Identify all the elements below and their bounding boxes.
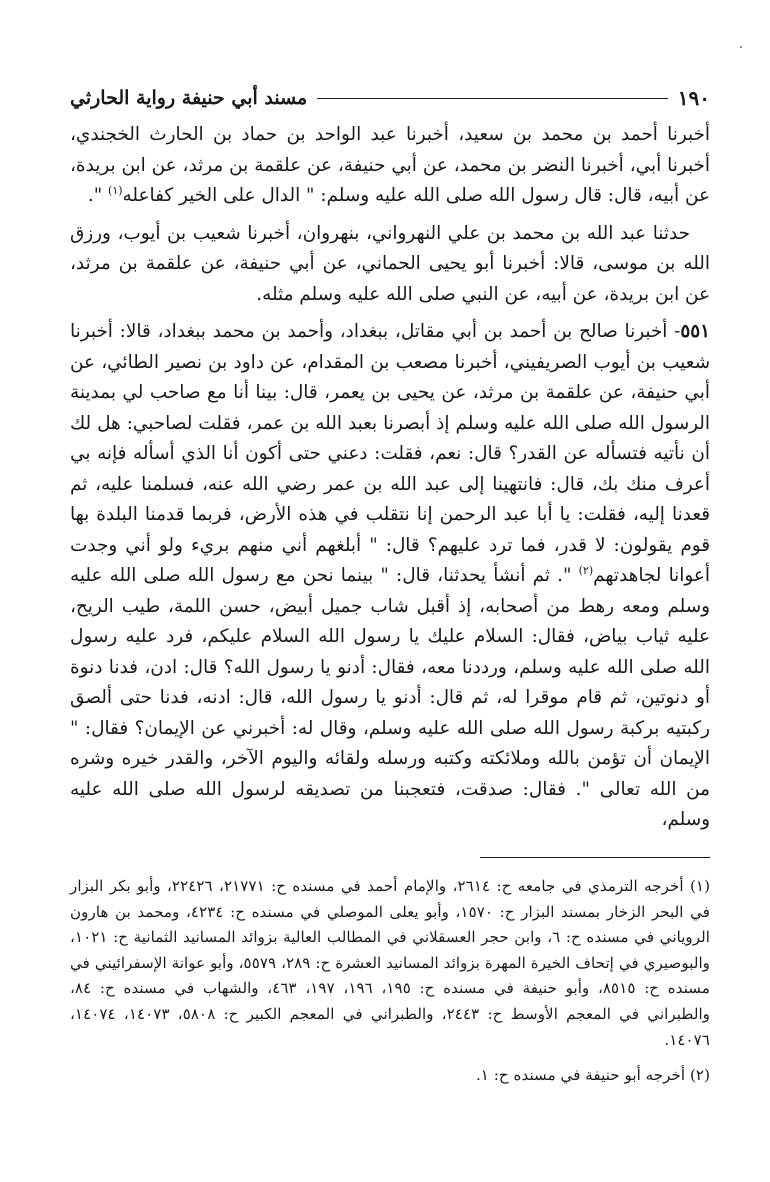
hadith-number: ٥٥١ <box>680 321 710 342</box>
paragraph-2: حدثنا عبد الله بن محمد بن علي النهرواني، بنهروان، أخبرنا شعيب بن أيوب، ورزق الله بن موسى، قالا: أخبرنا أبو يحيى الحماني، عن أبي حنيفة، عن علقمة بن مرثد، عن ابن بريدة، عن أبيه، عن النبي صلى الله عليه وسلم مثله. <box>70 222 710 305</box>
footnote-1: (١) أخرجه الترمذي في جامعه ح: ٢٦١٤، والإمام أحمد في مسنده ح: ٢١٧٧١، ٢٢٤٢٦، وأبو بكر البزار في البحر الزخار بمسند البزار ح: ١٥٧٠، وأبو يعلى الموصلي في مسنده ح: ٤٢٣٤، ومحمد بن هارون الروياني في مسنده ح: ٦، وابن حجر العسقلاني في المطالب العالية بزوائد المسانيد الثمانية ح: ١٠٢١، والبوصيري في إتحاف الخيرة المهرة بزوائد المسانيد العشرة ح: ٢٨٩، ٥٥٧٩، وأبو عوانة الإسفرائيني في مسنده ح: ٨٥١٥، وأبو حنيفة في مسنده ح: ١٩٥، ١٩٦، ١٩٧، ٤٦٣، والشهاب في مسنده ح: ٨٤، والطبراني في المعجم الأوسط ح: ٢٤٤٣، والطبراني في المعجم الكبير ح: ٥٨٠٨، ١٤٠٧٣، ١٤٠٧٤، ١٤٠٧٦. <box>70 877 711 1049</box>
book-page <box>70 78 711 1085</box>
header-rule <box>317 98 668 99</box>
footnote-2: (٢) أخرجه أبو حنيفة في مسنده ح: ١. <box>475 1066 710 1085</box>
footnote-ref-2[interactable]: (٢) <box>578 563 594 577</box>
running-header <box>70 78 710 118</box>
page-number: ١٩٠ <box>677 86 710 110</box>
scan-mark <box>740 46 742 48</box>
main-text <box>70 120 710 836</box>
footnotes <box>70 874 710 1089</box>
hadith-551: ٥٥١- أخبرنا صالح بن أحمد بن أبي مقاتل، ببغداد، وأحمد بن محمد ببغداد، قالا: أخبرنا شعيب بن أيوب الصريفيني، أخبرنا مصعب بن المقدام، عن داود بن نصير الطائي، عن أبي حنيفة، عن علقمة بن مرثد، عن يحيى بن يعمر، قال: بينا أنا مع صاحب لي بمدينة الرسول الله صلى الله عليه وسلم إذ أبصرنا بعبد الله بن عمر، فقلت لصاحبي: هل لك أن نأتيه فتسأله عن القدر؟ قال: نعم، فقلت: دعني حتى أكون أنا الذي أسأله فإنه بي أعرف منك بك، قال: فانتهينا إلى عبد الله بن عمر رضي الله عنه، فسلمنا عليه، ثم قعدنا إليه، فقلت: يا أبا عبد الرحمن إنا نتقلب في هذه الأرض، فربما قدمنا البلدة بها قوم يقولون: لا قدر، فما ترد عليهم؟ قال: " أبلغهم أني منهم بريء ولو أني وجدت أعوانا لجاهدتهم$^{(٢)}$ ". ثم أنشأ يحدثنا، قال: " بينما نحن مع رسول الله صلى الله عليه وسلم ومعه رهط من أصحابه، إذ أقبل شاب جميل أبيض، حسن اللمة، طيب الريح، عليه ثياب بياض، فقال: السلام عليك يا رسول الله السلام عليكم، فرد عليه رسول الله صلى الله عليه وسلم، ورددنا معه، فقال: أدنو يا رسول الله؟ قال: ادن، فدنا دنوة أو دنوتين، ثم قام موقرا له، ثم قال: أدنو يا رسول الله، قال: ادنه، فدنا حتى ألصق ركبتيه بركبة رسول الله صلى الله عليه وسلم، وقال له: أخبرني عن الإيمان؟ فقال: " الإيمان أن تؤمن بالله وملائكته وكتبه ورسله ولقائه واليوم الآخر، والقدر خيره وشره من الله تعالى ". فقال: صدقت، فتعجبنا من تصديقه لرسول الله صلى الله عليه وسلم، <box>70 321 711 830</box>
footnote-ref-1[interactable]: (١) <box>108 183 123 197</box>
paragraph-1: أخبرنا أحمد بن محمد بن سعيد، أخبرنا عبد الواحد بن حماد بن الحارث الخجندي، أخبرنا أبي، أخبرنا النضر بن محمد، عن أبي حنيفة، عن علقمة بن مرثد، عن ابن بريدة، عن أبيه، قال: قال رسول الله صلى الله عليه وسلم: " الدال على الخير كفاعله$^{(١)}$ ". <box>70 124 710 206</box>
footnote-separator <box>480 857 710 858</box>
book-title: مسند أبي حنيفة رواية الحارثي <box>70 87 308 109</box>
